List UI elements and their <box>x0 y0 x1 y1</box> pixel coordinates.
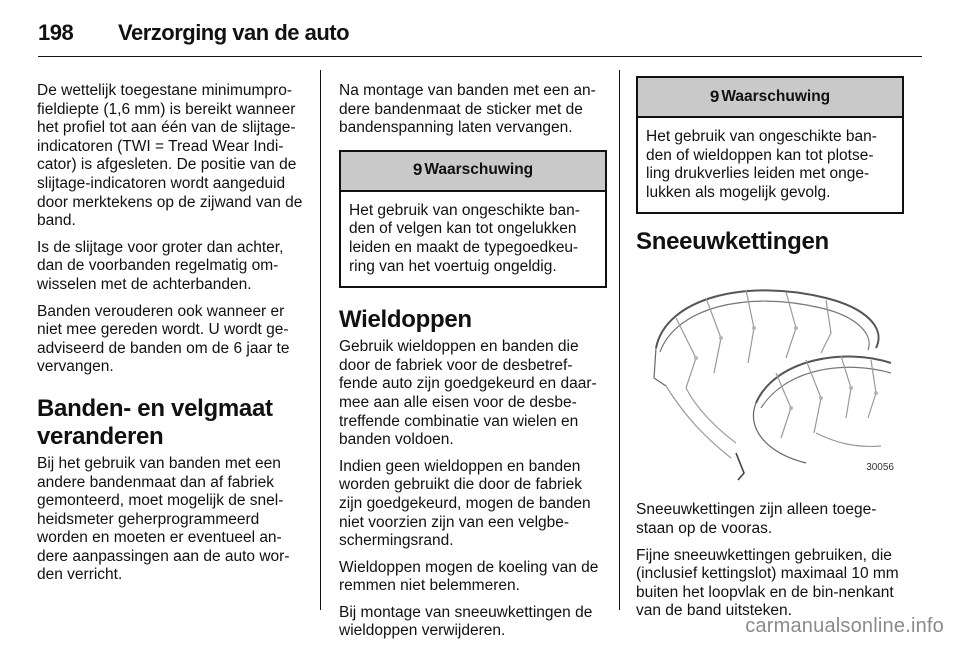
page-header <box>38 14 922 48</box>
column-3 <box>636 76 904 629</box>
section-heading: Banden- en velgmaat veranderen <box>37 394 273 450</box>
header-divider <box>38 56 922 57</box>
snow-chain-drawing <box>636 268 898 483</box>
warning-title: Waarschuwing <box>424 161 534 179</box>
column-1 <box>37 82 305 593</box>
paragraph: Wieldoppen mogen de koeling van de remmen niet belemmeren. <box>339 558 599 595</box>
warning-box <box>636 76 904 214</box>
snow-chain-illustration <box>636 268 898 483</box>
warning-header <box>341 152 605 192</box>
warning-text: Het gebruik van ongeschikte ban-den of wieldoppen kan tot plotse-ling drukverlies leiden met onge-lukken als mogelijk gevolg. <box>646 128 877 201</box>
warning-icon: 9 <box>412 160 423 180</box>
column-divider <box>619 70 620 610</box>
paragraph: Sneeuwkettingen zijn alleen toege-staan op de vooras. <box>636 501 877 537</box>
warning-text: Het gebruik van ongeschikte ban-den of velgen kan tot ongelukken leiden en maakt de typegoedkeu-ring van het voertuig ongeldig. <box>349 201 580 275</box>
column-divider <box>320 70 321 610</box>
page-title: Verzorging van de auto <box>118 20 350 45</box>
paragraph: Gebruik wieldoppen en banden die door de fabriek voor de desbetref-fende auto zijn goedgekeurd en daar-mee aan alle eisen voor de desbe-treffende combinatie van wielen en banden voldoen. <box>339 338 597 449</box>
paragraph: Bij het gebruik van banden met een andere bandenmaat dan af fabriek gemonteerd, moet mogelijk de snel-heidsmeter geherprogrammeerd worden en moeten er eventueel an-dere aanpassingen aan de auto wor-den verricht. <box>37 454 290 584</box>
watermark: carmanualsonline.info <box>745 615 944 637</box>
page-number: 198 <box>38 20 74 45</box>
paragraph: Indien geen wieldoppen en banden worden gebruikt die door de fabriek zijn goedgekeurd, mogen de banden niet voorzien zijn van een velgbe-schermingsrand. <box>339 457 591 550</box>
section-heading: Wieldoppen <box>339 306 472 334</box>
warning-header <box>638 78 902 118</box>
paragraph: Na montage van banden met een an-dere bandenmaat de sticker met de bandenspanning laten vervangen. <box>339 82 596 137</box>
warning-title: Waarschuwing <box>721 87 831 105</box>
paragraph: De wettelijk toegestane minimumpro-fieldiepte (1,6 mm) is bereikt wanneer het profiel tot aan één van de slijtage-indicatoren (TWI = Tread Wear Indi-cator) is afgesleten. De positie van de slijtage-indicatoren wordt aangeduid door merktekens op de zijwand van de band. <box>37 82 303 230</box>
paragraph: Fijne sneeuwkettingen gebruiken, die (inclusief kettingslot) maximaal 10 mm buiten het loopvlak en de bin-nenkant van de band uitsteken. <box>636 546 899 620</box>
paragraph: Is de slijtage voor groter dan achter, dan de voorbanden regelmatig om-wisselen met de achterbanden. <box>37 238 284 293</box>
paragraph: Banden verouderen ook wanneer er niet mee gereden wordt. U wordt ge-adviseerd de banden om de 6 jaar te vervangen. <box>37 302 290 376</box>
column-2 <box>339 82 607 649</box>
warning-box <box>339 150 607 288</box>
warning-icon: 9 <box>709 86 720 106</box>
section-heading: Sneeuwkettingen <box>636 228 829 256</box>
figure-code: 30056 <box>866 461 894 473</box>
paragraph: Bij montage van sneeuwkettingen de wieldoppen verwijderen. <box>339 603 593 640</box>
